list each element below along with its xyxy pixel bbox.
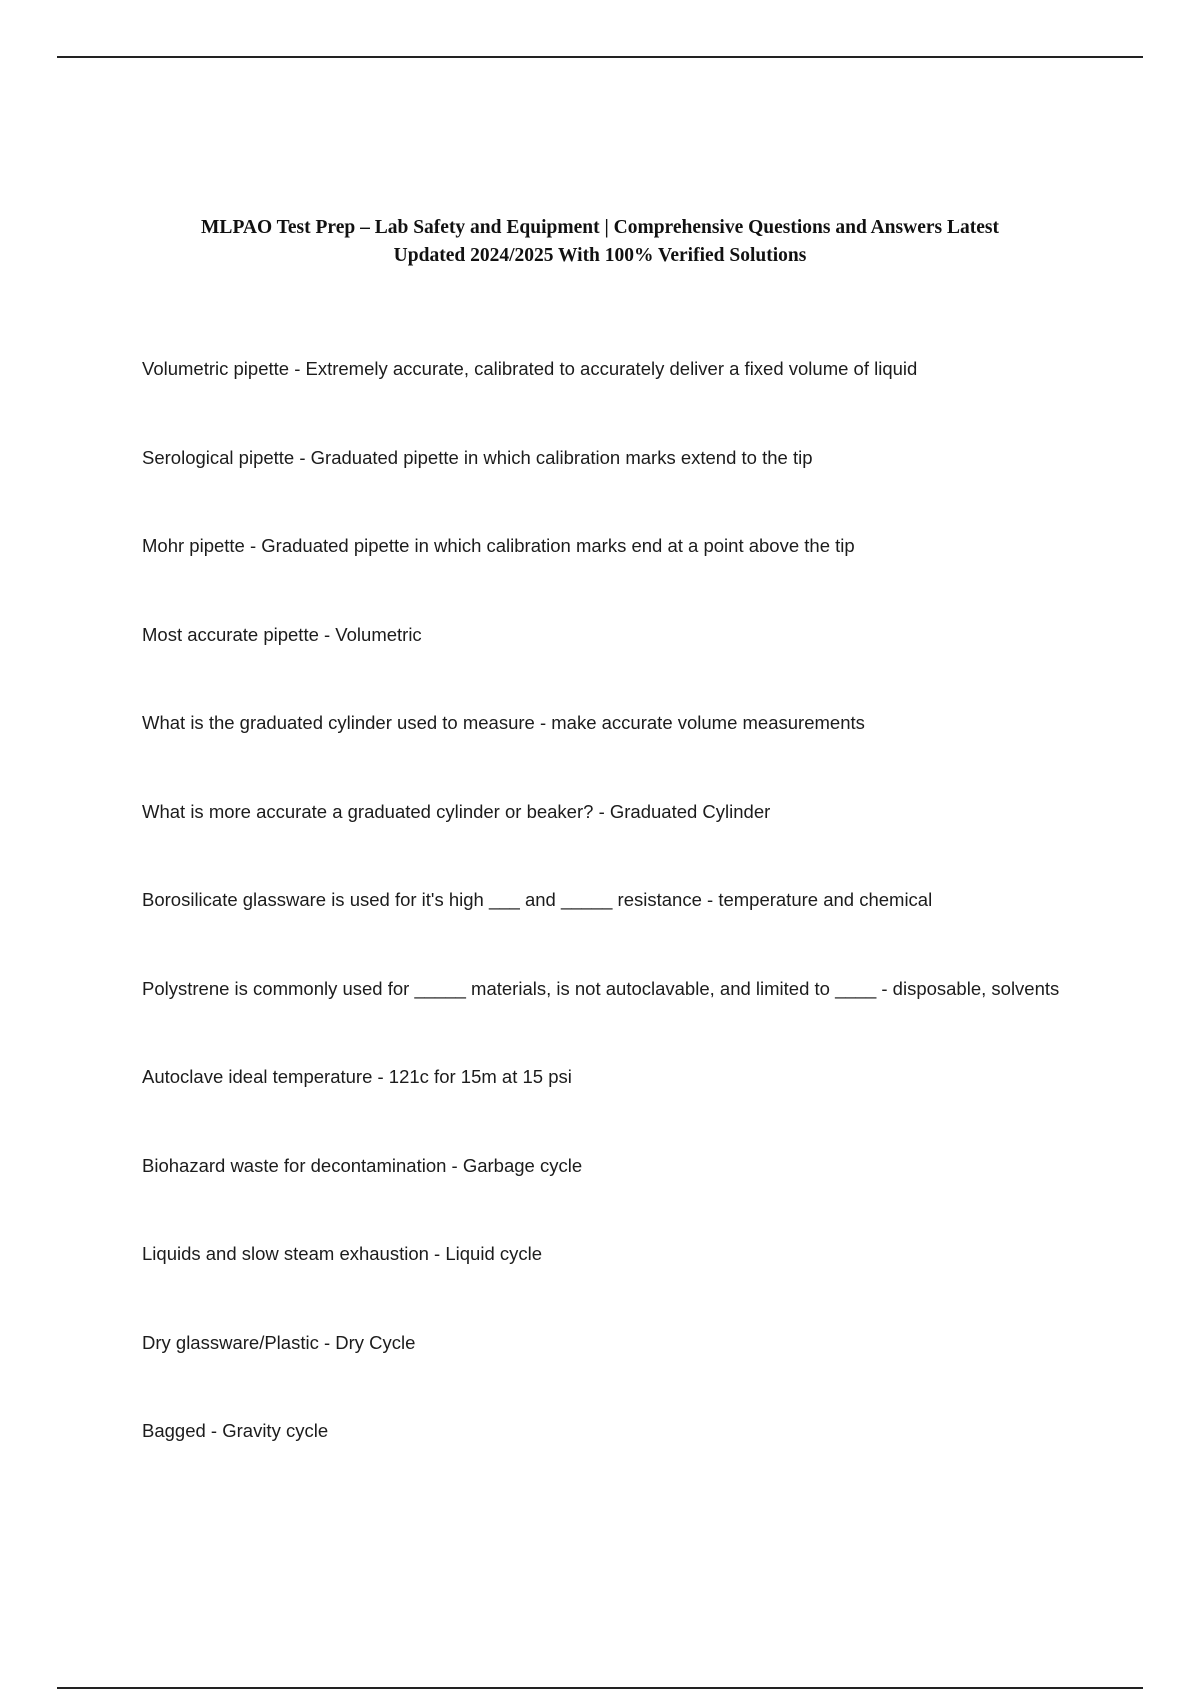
qa-item: What is more accurate a graduated cylinder or beaker? - Graduated Cylinder	[142, 800, 771, 822]
qa-item: Liquids and slow steam exhaustion - Liquid cycle	[142, 1243, 543, 1264]
qa-item: What is the graduated cylinder used to measure - make accurate volume measurements	[142, 712, 865, 733]
title-line-1: MLPAO Test Prep – Lab Safety and Equipment | Comprehensive Questions and Answers Latest	[201, 217, 999, 238]
document-title	[130, 214, 1070, 270]
qa-item: Autoclave ideal temperature - 121c for 15m at 15 psi	[142, 1066, 572, 1087]
qa-item: Polystrene is commonly used for _____ materials, is not autoclavable, and limited to ____ - disposable, solvents	[142, 977, 1060, 999]
qa-item: Borosilicate glassware is used for it's high ___ and _____ resistance - temperature and chemical	[142, 889, 933, 910]
qa-item: Volumetric pipette - Extremely accurate, calibrated to accurately deliver a fixed volume of liquid	[142, 358, 918, 379]
qa-item: Mohr pipette - Graduated pipette in which calibration marks end at a point above the tip	[142, 535, 855, 556]
qa-item: Biohazard waste for decontamination - Garbage cycle	[142, 1154, 583, 1176]
qa-item: Dry glassware/Plastic - Dry Cycle	[142, 1331, 416, 1353]
qa-item: Serological pipette - Graduated pipette in which calibration marks extend to the tip	[142, 446, 813, 468]
bottom-rule	[57, 1687, 1143, 1689]
top-rule	[57, 56, 1143, 58]
qa-list	[142, 355, 1062, 1506]
qa-item: Most accurate pipette - Volumetric	[142, 623, 422, 645]
qa-item: Bagged - Gravity cycle	[142, 1420, 329, 1441]
title-line-2: Updated 2024/2025 With 100% Verified Solutions	[393, 245, 807, 266]
